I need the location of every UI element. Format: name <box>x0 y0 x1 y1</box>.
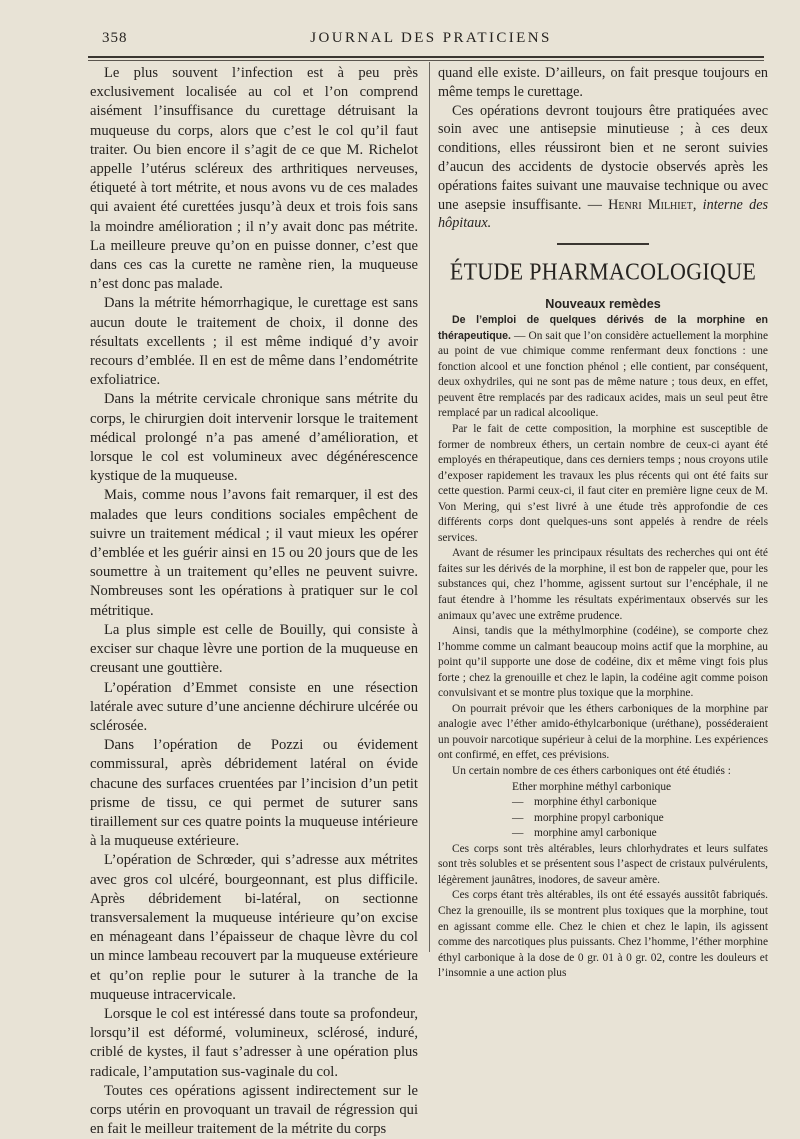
author-role: interne des hôpitaux. <box>438 196 769 232</box>
ditto-dash: — <box>512 811 524 824</box>
right-paragraph-2 <box>438 102 768 234</box>
subsection-title: Nouveaux remèdes <box>545 297 661 312</box>
ditto-dash: — <box>512 796 524 809</box>
list-item: Ether morphine méthyl carbonique <box>512 780 672 793</box>
list-item: — morphine propyl carbonique <box>438 811 768 827</box>
pharma-paragraph-2: Avant de résumer les principaux résultats des recherches qui ont été faites sur les dérivés de la morphine, il est bon de rappeler que, pour les substances qui, chez l’homme, agissent surtout sur l’encéphale, il ne faut étendre à l’homme les résultats expérimentaux observés sur les animaux qu’avec une extrême prudence. <box>438 547 768 622</box>
pharma-paragraph-4: On pourrait prévoir que les éthers carboniques de la morphine par analogie avec l’éther amido-éthylcarbonique (uréthane), posséderaient un pouvoir narcotique supérieur à celui de la morphine. Les expériences ont confirmé, en effet, ces prévisions. <box>438 702 768 762</box>
lead-text: — On sait que l’on considère actuellement la morphine au point de vue chimique comme renfermant deux fonctions : une fonction alcool et une fonction phénol ; elle contient, par conséquent, deux oxhydriles, qui ne sont pas de même nature ; tous deux, en effet, peuvent être remplacés par des radicaux acides, mais un seul peut être remplacé par un radical alcoolique. <box>438 329 768 420</box>
left-paragraph-5: La plus simple est celle de Bouilly, qui consiste à exciser sur chaque lèvre une portion de la muqueuse en creusant une gouttière. <box>90 621 418 677</box>
left-paragraph-9: Lorsque le col est intéressé dans toute sa profondeur, lorsqu’il est déformé, volumineux, sclérosé, induré, criblé de kystes, il faut s’adresser à une opération plus radicale, l’amputation sus-vaginale du col. <box>90 1005 418 1080</box>
list-item: — morphine éthyl carbonique <box>438 795 768 811</box>
section-title: ÉTUDE PHARMACOLOGIQUE <box>449 257 757 286</box>
ditto-dash: — <box>512 827 524 840</box>
right-paragraph-2-text: Ces opérations devront toujours être pratiquées avec soin avec une antisepsie minutieuse ; à ces deux conditions, elles réussiront bien et ne seront suivies d’aucun des accidents de dystocie observés après les opérations faites suivant une mauvaise technique ou avec une asepsie insuffisante. — <box>438 102 768 213</box>
header-rule-thin <box>88 60 764 61</box>
author-signature: Henri Milhiet, <box>608 196 697 213</box>
article-continuation <box>438 64 768 233</box>
pharmacology-article <box>438 313 768 982</box>
left-paragraph-6: L’opération d’Emmet consiste en une résection latérale avec suture d’une ancienne déchirure ulcérée ou sclérosée. <box>90 679 418 734</box>
right-paragraph-1: quand elle existe. D’ailleurs, on fait presque toujours en même temps le curettage. <box>438 65 768 100</box>
lead-paragraph <box>438 313 768 422</box>
pharma-paragraph-3: Ainsi, tandis que la méthylmorphine (codéine), se comporte chez l’homme comme un calmant beaucoup moins actif que la morphine, au point qu’il supporte une dose de codéine, dix et même vingt fois plus forte ; chez la grenouille et chez le lapin, la codéine agit comme poison convulsivant et se montre plus toxique que la morphine. <box>438 625 768 700</box>
page-number: 358 <box>102 30 128 46</box>
list-item: — morphine amyl carbonique <box>438 826 768 842</box>
left-paragraph-8: L’opération de Schrœder, qui s’adresse aux métrites avec gros col ulcéré, bourgeonnant, est plus difficile. Après débridement bi-latéral, on sectionne transversalement la muqueuse intérieure qu’on excise en ménageant dans l’épaisseur de chaque lèvre du col un mince lambeau recouvert par la muqueuse extérieure et qu’on replie pour le suturer à la tranche de la muqueuse intracervicale. <box>90 852 418 1003</box>
running-title: JOURNAL DES PRATICIENS <box>310 30 552 46</box>
left-paragraph-7: Dans l’opération de Pozzi ou évidement commissural, après débridement latéral on évide chacune des surfaces cruentées par l’incision d’un petit prisme de tissu, ce qui permet de suturer sans tiraillement sur ces quatre points la muqueuse intérieure à la muqueuse extérieure. <box>90 737 418 850</box>
pharma-paragraph-5: Un certain nombre de ces éthers carboniques ont été étudiés : <box>452 765 731 778</box>
left-paragraph-1: Le plus souvent l’infection est à peu près exclusivement localisée au col et l’on comprend aisément l’insuffisance du curettage détruisant la muqueuse du corps, alors que c’est le col qu’il faut traiter. Ou bien encore il s’agit de ce que M. Richelot appelle l’utérus scléreux des arthritiques nerveuses, étiqueté à tort métrite, et nous avons vu de ces malades qui avaient été curettées jusqu’à deux et trois fois sans la moindre amélioration ; il n’y avait donc pas métrite. La meilleure preuve qu’on en puisse donner, c’est que dans ces cas la curette ne ramène rien, la muqueuse n’est donc pas malade. <box>90 65 418 293</box>
section-separator <box>557 243 649 245</box>
column-divider <box>429 62 430 952</box>
left-paragraph-3: Dans la métrite cervicale chronique sans métrite du corps, le chirurgien doit intervenir lorsque le traitement médical prolongé n’a pas amené d’amélioration, et lorsque le col est volumineux avec dégénérescence kystique de la muqueuse. <box>90 391 418 485</box>
page-header <box>96 28 766 52</box>
ether-list <box>438 780 768 842</box>
header-rule <box>88 56 764 58</box>
pharma-paragraph-7: Ces corps étant très altérables, ils ont été essayés aussitôt fabriqués. Chez la grenouille, ils se montrent plus toxiques que la morphine, tout en agissant comme elle. Chez le chien et chez le lapin, ils agissent comme des narcotiques plus puissants. Chez l’homme, l’éther morphine éthyl carbonique à la dose de 0 gr. 01 à 0 gr. 02, contre les douleurs et l’insomnie a une action plus <box>438 889 768 980</box>
right-column <box>438 64 768 982</box>
left-paragraph-2: Dans la métrite hémorrhagique, le curettage est sans aucun doute le traitement de choix, il donne des résultats excellents ; il est même indiqué d’y avoir recours d’emblée. Il en est de même dans l’endométrite exfoliatrice. <box>90 295 418 389</box>
lead-title: De l’emploi de quelques dérivés de la morphine en thérapeutique. <box>438 314 768 342</box>
left-paragraph-10: Toutes ces opérations agissent indirectement sur le corps utérin en provoquant un travail de régression qui en fait le meilleur traitement de la métrite du corps <box>90 1082 418 1138</box>
pharma-paragraph-6: Ces corps sont très altérables, leurs chlorhydrates et leurs sulfates sont très solubles et se présentent sous l’aspect de cristaux pulvérulents, légèrement jaunâtres, inodores, de saveur amère. <box>438 842 768 886</box>
pharma-paragraph-1: Par le fait de cette composition, la morphine est susceptible de former de nombreux éthers, un certain nombre de ceux-ci ayant été employés en thérapeutique, dans ces derniers temps ; nous croyons utile d’exposer rapidement les travaux les plus récents qui ont été faits sur cette question. Parmi ceux-ci, il faut citer en première ligne ceux de M. Von Mering, qui s’est livré à une étude très approfondie de ces différents corps dont quelques-uns sont appelés à rendre de réels services. <box>438 423 768 544</box>
left-paragraph-4: Mais, comme nous l’avons fait remarquer, il est des malades que leurs conditions sociales empêchent de suivre un traitement médical ; il vaut mieux les opérer d’emblée et les guérir ainsi en 15 ou 20 jours que de les soumettre à un traitement qu’elles ne peuvent suivre. Nombreuses sont les opérations à pratiquer sur le col métritique. <box>90 487 418 619</box>
left-column <box>90 64 418 1139</box>
